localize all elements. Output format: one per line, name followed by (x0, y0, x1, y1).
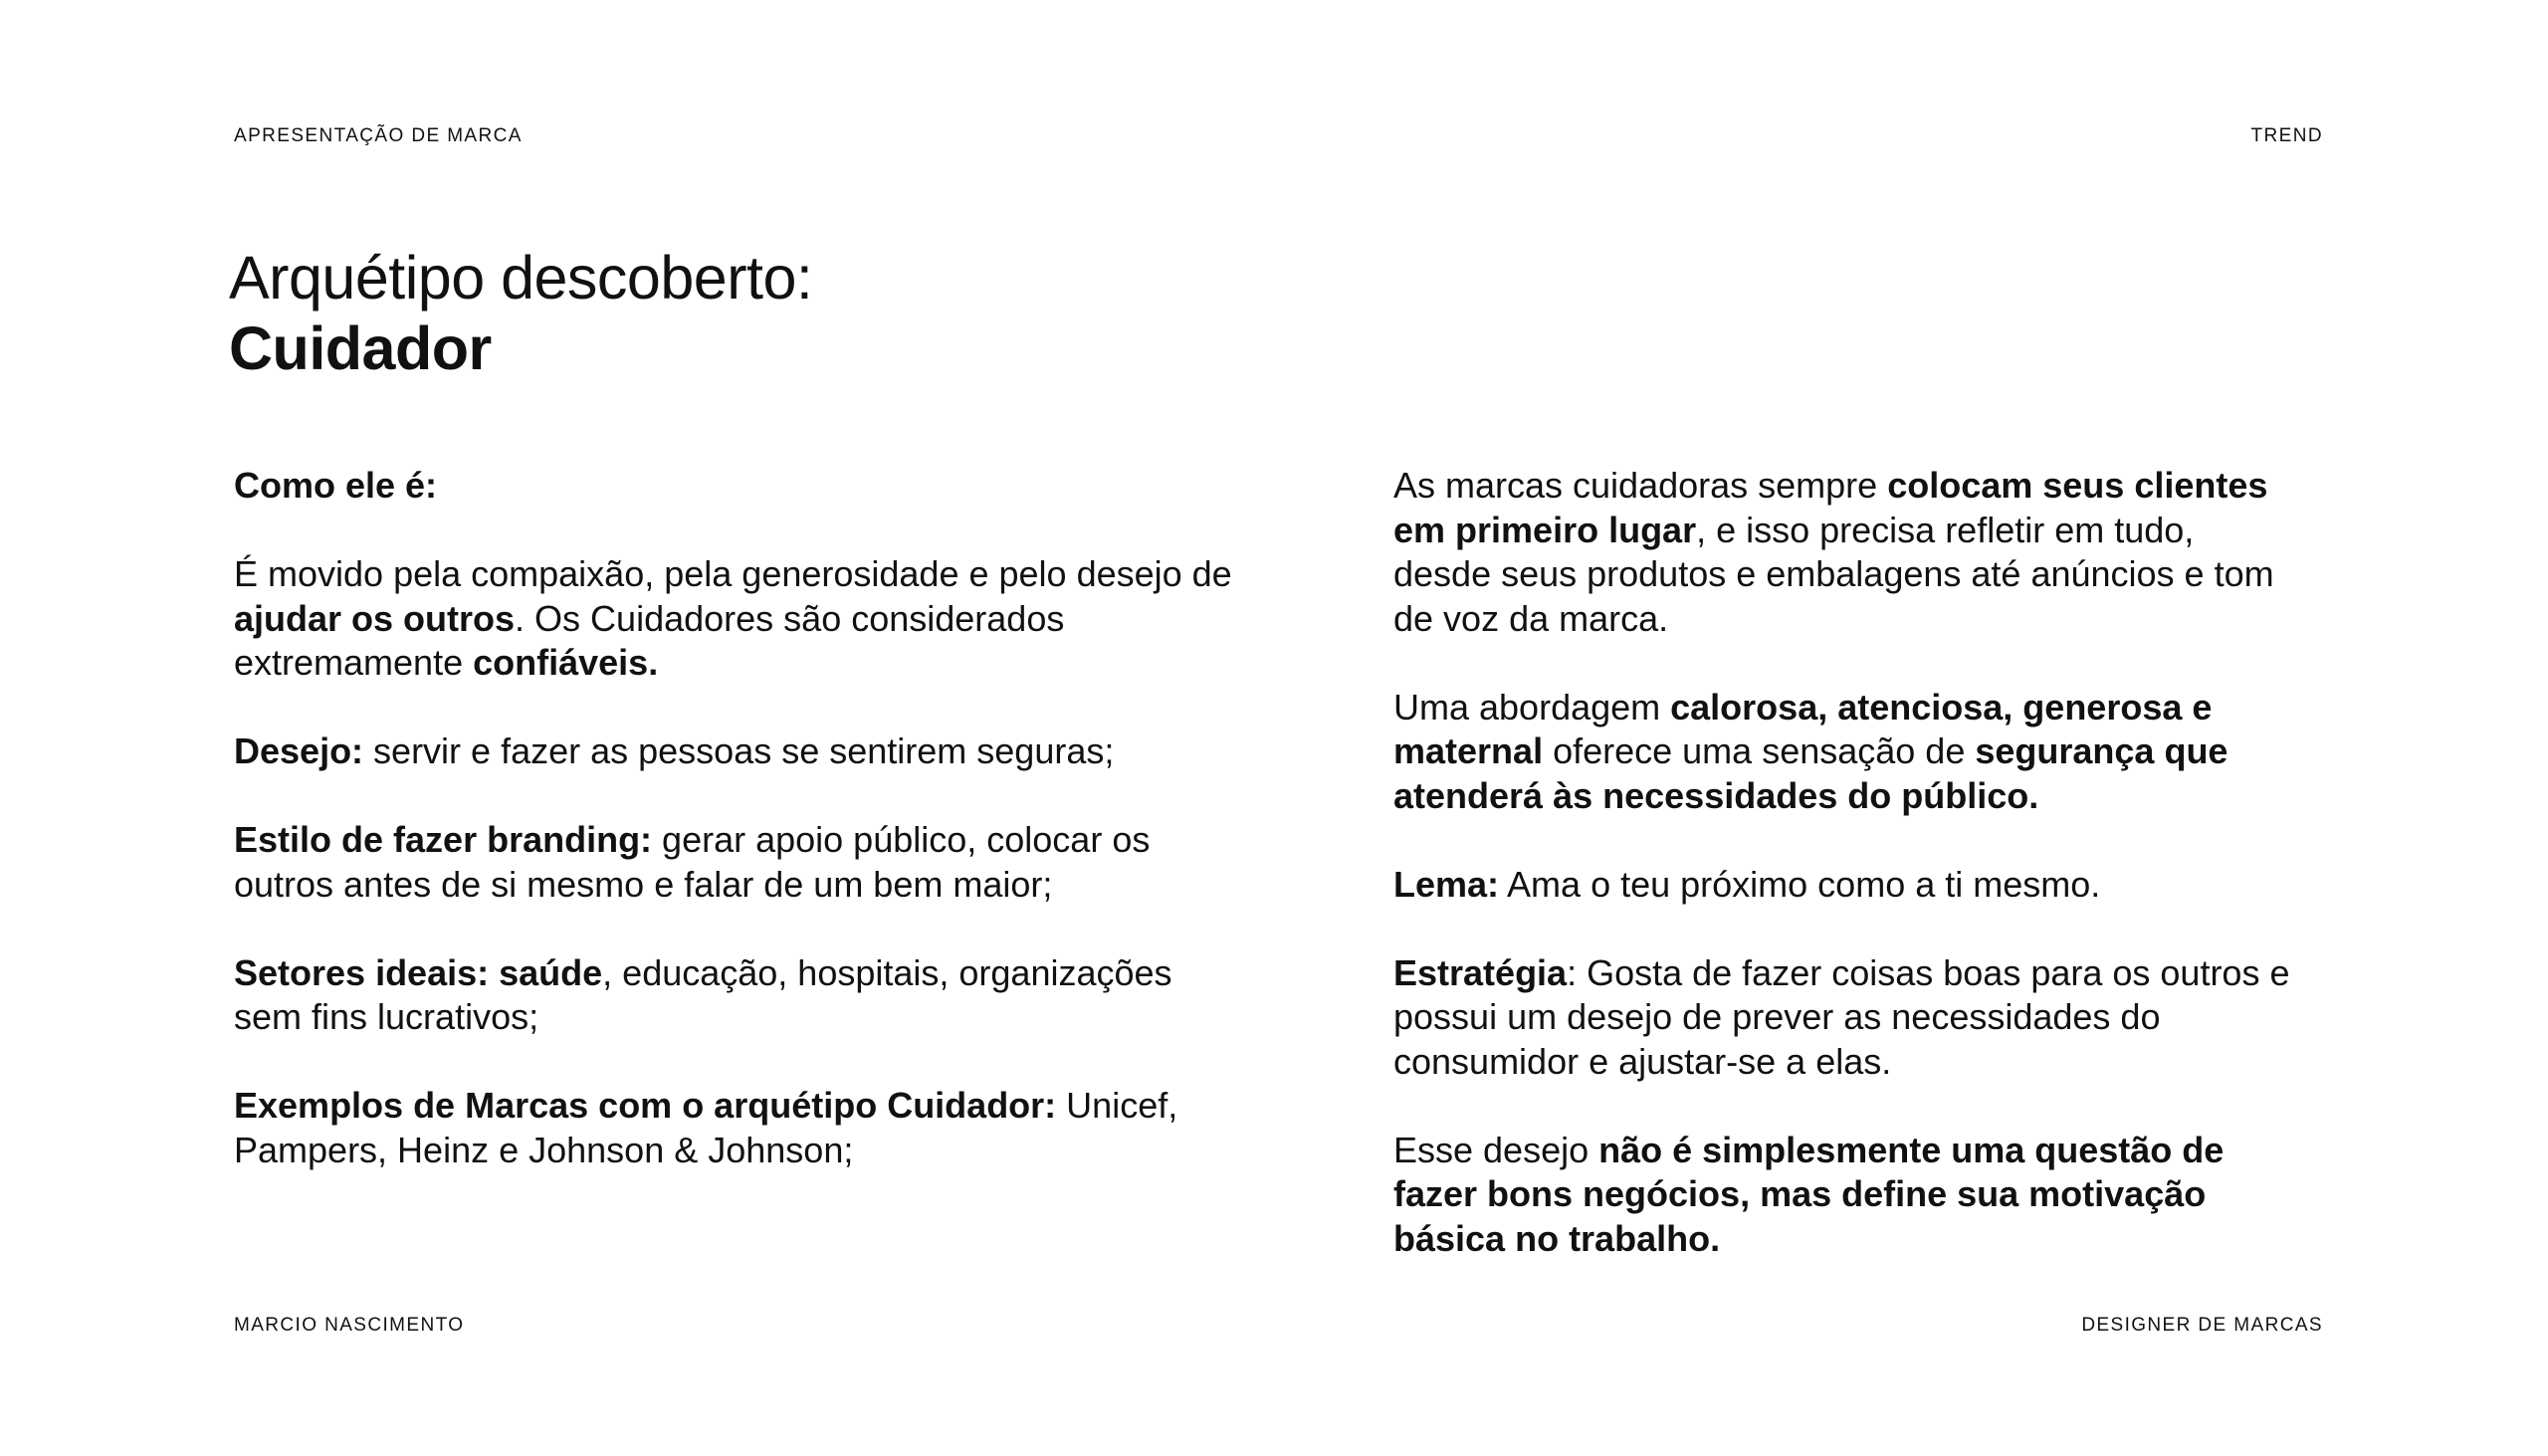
esse-desejo-paragraph (1393, 1129, 2289, 1262)
p5-bold-basica: básica no trabalho. (1393, 1217, 1721, 1259)
title-line-1: Arquétipo descoberto: (229, 244, 813, 312)
setores-line-2: sem fins lucrativos; (234, 996, 539, 1037)
marcas-cuidadoras-paragraph (1393, 464, 2289, 641)
p1-bold-primeiro-lugar: em primeiro lugar (1393, 509, 1697, 550)
intro-line-3 (234, 641, 1232, 686)
p1-line-1-text: As marcas cuidadoras sempre (1393, 465, 1888, 506)
title-line-2: Cuidador (229, 314, 492, 382)
footer-right-label: DESIGNER DE MARCAS (2081, 1315, 2323, 1336)
desejo-paragraph (234, 729, 1232, 774)
p5-line-1-text: Esse desejo (1393, 1129, 1599, 1170)
estrategia-label: Estratégia (1393, 951, 1568, 993)
setores-paragraph (234, 951, 1232, 1040)
p1-line-1 (1393, 464, 2289, 509)
intro-line-2 (234, 597, 1232, 642)
exemplos-paragraph (234, 1084, 1232, 1172)
estrategia-line-1-rest: : Gosta de fazer coisas boas para os outros e (1567, 951, 2290, 993)
p5-bold-fazer-bons: fazer bons negócios, mas define sua motivação (1393, 1173, 2207, 1214)
p5-bold-nao-e: não é simplesmente uma questão de (1598, 1129, 2225, 1170)
intro-bold-confiaveis: confiáveis. (473, 642, 659, 683)
desejo-line (234, 729, 1232, 774)
header-right-label: TREND (2250, 125, 2323, 146)
p2-line-3 (1393, 774, 2289, 819)
estrategia-line-1 (1393, 951, 2289, 996)
como-ele-e-heading: Como ele é: (234, 465, 438, 506)
estilo-line-1 (234, 818, 1232, 863)
setores-line-1-rest: , educação, hospitais, organizações (602, 951, 1172, 993)
p2-line-2-mid: oferece uma sensação de (1543, 730, 1976, 771)
abordagem-paragraph (1393, 686, 2289, 819)
intro-line-3-text: extremamente (234, 642, 474, 683)
estrategia-paragraph (1393, 951, 2289, 1085)
footer-left-label: MARCIO NASCIMENTO (234, 1315, 465, 1336)
exemplos-line-1 (234, 1084, 1232, 1129)
exemplos-line-1-rest: Unicef, (1056, 1085, 1178, 1126)
p1-line-4: de voz da marca. (1393, 597, 1669, 639)
page-title (229, 243, 812, 384)
intro-paragraph (234, 552, 1232, 686)
right-column (1393, 464, 2289, 1306)
lema-label: Lema: (1393, 863, 1500, 905)
estilo-paragraph (234, 818, 1232, 907)
p1-line-2 (1393, 509, 2289, 553)
p1-bold-colocam: colocam seus clientes (1887, 465, 2268, 506)
desejo-text: servir e fazer as pessoas se sentirem seguras; (363, 730, 1115, 771)
estilo-label: Estilo de fazer branding: (234, 819, 653, 860)
desejo-label: Desejo: (234, 730, 364, 771)
exemplos-label: Exemplos de Marcas com o arquétipo Cuidador: (234, 1085, 1057, 1126)
p2-bold-maternal: maternal (1393, 730, 1544, 771)
intro-line-2-rest: . Os Cuidadores são considerados (515, 597, 1065, 639)
lema-line (1393, 863, 2289, 908)
left-column (234, 464, 1232, 1217)
intro-line-1: É movido pela compaixão, pela generosidade e pelo desejo de (234, 553, 1232, 594)
p2-bold-seguranca: segurança que (1975, 730, 2229, 771)
p1-line-3: desde seus produtos e embalagens até anúncios e tom (1393, 553, 2274, 594)
p2-bold-calorosa: calorosa, atenciosa, generosa e (1670, 686, 2213, 728)
p5-line-1 (1393, 1129, 2289, 1173)
p1-line-2-rest: , e isso precisa refletir em tudo, (1696, 509, 2195, 550)
p2-bold-atendera: atenderá às necessidades do público. (1393, 774, 2039, 816)
setores-line-1 (234, 951, 1232, 996)
p5-line-3 (1393, 1217, 2289, 1262)
como-ele-e-paragraph (234, 464, 1232, 509)
setores-label: Setores ideais: saúde (234, 951, 603, 993)
p2-line-1 (1393, 686, 2289, 730)
p5-line-2 (1393, 1172, 2289, 1217)
estrategia-line-3: consumidor e ajustar-se a elas. (1393, 1040, 1892, 1082)
lema-text: Ama o teu próximo como a ti mesmo. (1499, 863, 2101, 905)
header-left-label: APRESENTAÇÃO DE MARCA (234, 125, 523, 146)
p2-line-2 (1393, 729, 2289, 774)
exemplos-line-2: Pampers, Heinz e Johnson & Johnson; (234, 1129, 854, 1170)
estilo-line-1-rest: gerar apoio público, colocar os (652, 819, 1151, 860)
p2-line-1-text: Uma abordagem (1393, 686, 1671, 728)
estilo-line-2: outros antes de si mesmo e falar de um bem maior; (234, 863, 1053, 905)
lema-paragraph (1393, 863, 2289, 908)
intro-bold-ajudar: ajudar os outros (234, 597, 516, 639)
estrategia-line-2: possui um desejo de prever as necessidades do (1393, 996, 2161, 1037)
